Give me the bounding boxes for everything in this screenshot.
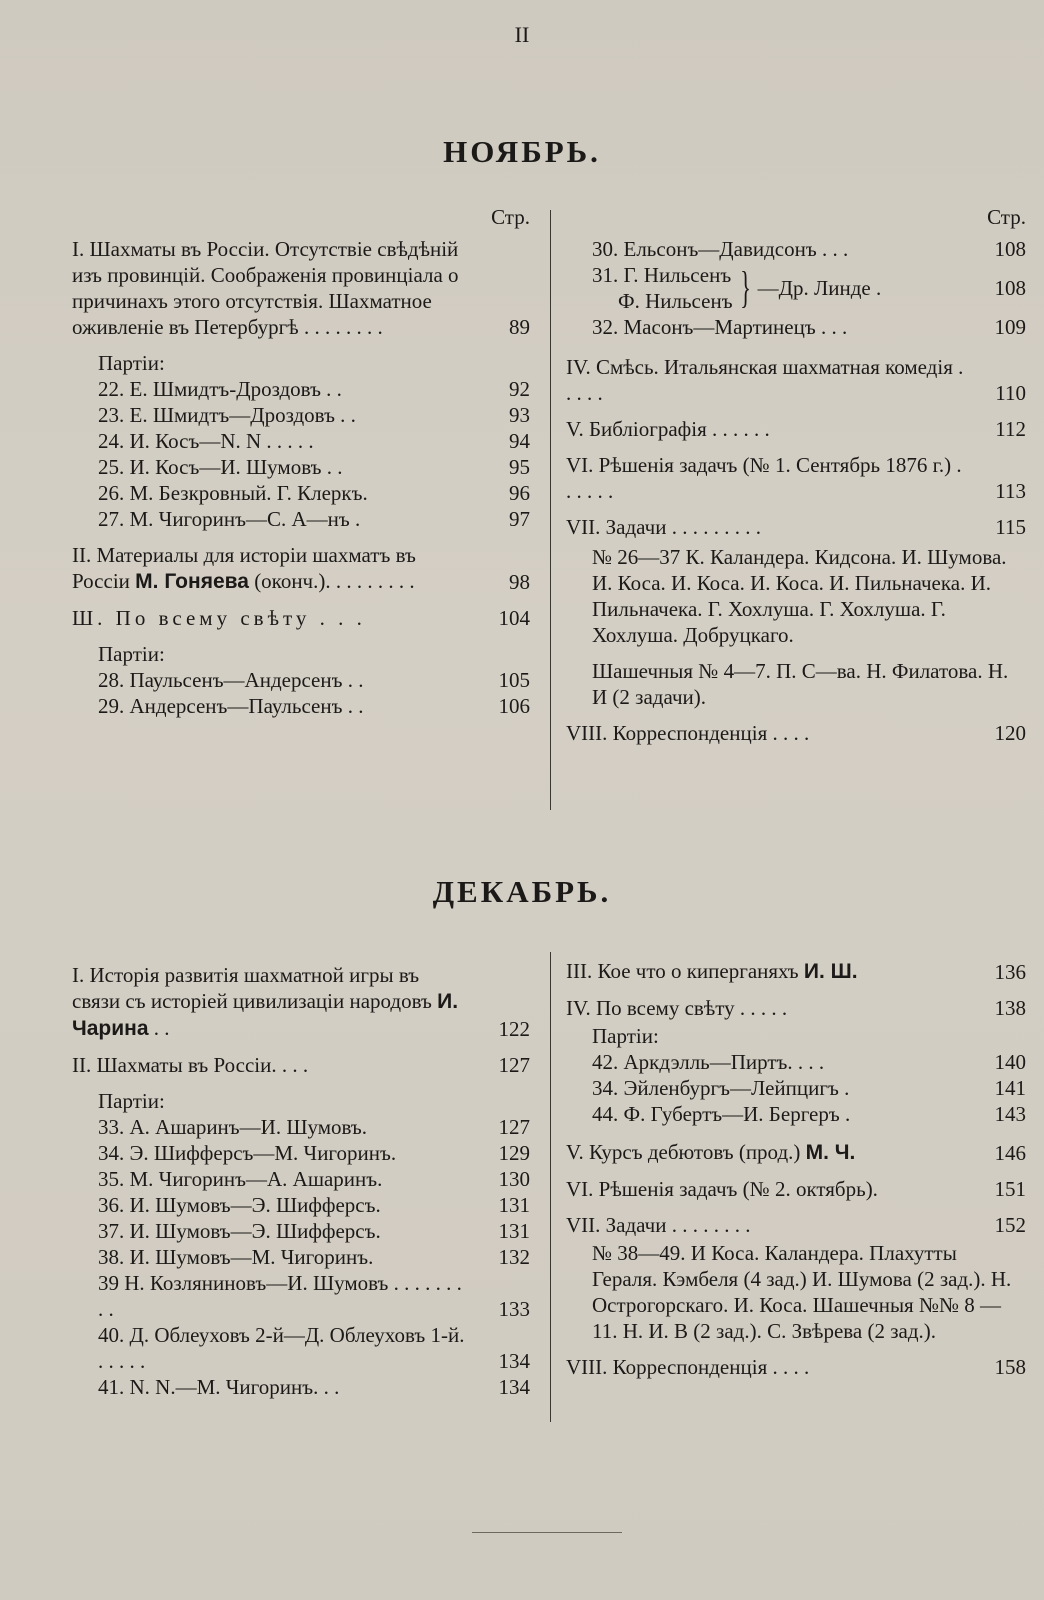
toc-entry-text: VI. Рѣшенія задачъ (№ 2. октябрь).: [566, 1177, 878, 1201]
game-entry: 40. Д. Облеуховъ 2-й—Д. Облеуховъ 1-й. . . . . . 134: [98, 1323, 530, 1373]
page-number: II: [514, 22, 530, 47]
toc-entry-page: 151: [994, 1177, 1026, 1201]
toc-entry-page: 112: [995, 417, 1026, 441]
december-right-column: [566, 958, 1026, 1390]
game-entry: 31. Г. Нильсенъ Ф. Нильсенъ } —Др. Линде . 108: [592, 263, 1026, 313]
toc-entry-page: 104: [498, 606, 530, 630]
game-entry: 39 Н. Козляниновъ—И. Шумовъ . . . . . . . . . 133: [98, 1271, 530, 1321]
month-title-november: НОЯБРЬ.: [443, 134, 601, 169]
game-entry: 24. И. Косъ—N. N . . . . . 94: [98, 429, 530, 453]
page-column-header: Стр.: [491, 205, 530, 229]
toc-entry-page: 152: [994, 1213, 1026, 1237]
month-title-december: ДЕКАБРЬ.: [432, 874, 612, 909]
toc-entry-page: 138: [994, 996, 1026, 1020]
toc-entry: [566, 416, 1026, 442]
column-divider: [550, 952, 551, 1422]
author-name: И. Чарина: [72, 990, 459, 1040]
toc-entry-page: 110: [995, 381, 1026, 405]
toc-entry: V. Курсъ дебютовъ (прод.) М. Ч. 146: [566, 1140, 1026, 1165]
game-entry: 30. Ельсонъ—Давидсонъ . . . 108: [592, 237, 1026, 261]
game-entry: 27. М. Чигоринъ—С. А—нъ . 97: [98, 507, 530, 531]
partii-label: Партіи:: [98, 642, 165, 666]
toc-entry: [72, 236, 530, 340]
toc-entry-page: 98: [509, 570, 530, 594]
partii-label: Партіи:: [98, 1089, 165, 1113]
game-entry: 26. М. Безкровный. Г. Клеркъ. 96: [98, 481, 530, 505]
problems-list: Шашечныя № 4—7. П. С—ва. Н. Филатова. Н. И (2 задачи).: [592, 659, 1009, 709]
page-column-header: Стр.: [987, 205, 1026, 229]
toc-entry: [566, 1176, 1026, 1202]
toc-entry: [566, 1354, 1026, 1380]
bottom-rule: [472, 1532, 622, 1533]
problems-list: № 38—49. И Коса. Каландера. Плахутты Гераля. Кэмбеля (4 зад.) И. Шумова (2 зад.). Н. Острогорскаго. И. Коса. Шашечныя №№ 8 — 11. Н. И. В (2 зад.). С. Звѣрева (2 зад.).: [592, 1241, 1012, 1343]
toc-entry-text: VI. Рѣшенія задачъ (№ 1. Сентябрь 1876 г.) . . . . . .: [566, 453, 962, 503]
game-entry: 44. Ф. Губертъ—И. Бергеръ . 143: [592, 1102, 1026, 1126]
game-entry: 28. Паульсенъ—Андерсенъ . . 105: [98, 668, 530, 692]
toc-entry-page: 120: [994, 721, 1026, 745]
toc-entry: II. Материалы для исторіи шахматъ въ Россіи М. Гоняева (оконч.). . . . . . . . . 98: [72, 543, 530, 594]
toc-entry-text: IV. По всему свѣту . . . . .: [566, 996, 788, 1020]
game-entry: 34. Э. Шифферсъ—М. Чигоринъ. 129: [98, 1141, 530, 1165]
toc-entry: [566, 995, 1026, 1021]
partii-label: Партіи:: [592, 1024, 659, 1048]
toc-entry-text: V. Библіографія . . . . . .: [566, 417, 770, 441]
toc-entry-text: I. Шахматы въ Россіи. Отсутствіе свѣдѣній изъ провинцій. Соображенія провинціала о причинахъ этого отсутствія. Шахматное оживленіе въ Петербургѣ . . . . . . . .: [72, 237, 459, 339]
toc-entry-text: VIII. Корреспонденція . . . .: [566, 721, 810, 745]
game-entry: 42. Аркдэлль—Пиртъ. . . . 140: [592, 1050, 1026, 1074]
toc-entry-page: 136: [994, 960, 1026, 984]
toc-entry: [566, 452, 1026, 504]
problems-list: № 26—37 К. Каландера. Кидсона. И. Шумова. И. Коса. И. Коса. И. Коса. И. Пильначека. И. Пильначека. Г. Хохлуша. Г. Хохлуша. Г. Хохлуша. Добруцкаго.: [592, 545, 1007, 647]
toc-entry-page: 89: [509, 315, 530, 339]
author-name: И. Ш.: [803, 960, 858, 983]
game-entry: 33. А. Ашаринъ—И. Шумовъ. 127: [98, 1115, 530, 1139]
toc-entry: [72, 1052, 530, 1078]
toc-entry-text: Ш. По всему свѣту . . .: [72, 606, 366, 630]
toc-entry: [566, 720, 1026, 746]
toc-entry-page: 122: [498, 1017, 530, 1041]
toc-entry: I. Исторія развитія шахматной игры въ связи съ исторіей цивилизаціи народовъ И. Чарина . . 122: [72, 963, 530, 1041]
toc-entry: [566, 1212, 1026, 1238]
game-entry: 25. И. Косъ—И. Шумовъ . . 95: [98, 455, 530, 479]
toc-entry-text: IV. Смѣсь. Итальянская шахматная комедія . . . . .: [566, 355, 964, 405]
toc-entry-text: II. Шахматы въ Россіи. . . .: [72, 1053, 309, 1077]
game-entry: 37. И. Шумовъ—Э. Шифферсъ. 131: [98, 1219, 530, 1243]
toc-entry-text: VII. Задачи . . . . . . . . .: [566, 515, 761, 539]
november-right-column: [566, 204, 1026, 756]
brace-icon: }: [739, 263, 751, 312]
toc-entry-text: VIII. Корреспонденція . . . .: [566, 1355, 810, 1379]
toc-entry-page: 115: [995, 515, 1026, 539]
toc-entry: [566, 514, 1026, 540]
game-entry: 35. М. Чигоринъ—А. Ашаринъ. 130: [98, 1167, 530, 1191]
toc-entry: [72, 605, 530, 631]
author-name: М. Гоняева: [135, 570, 249, 593]
december-left-column: [72, 962, 530, 1400]
toc-entry: [566, 354, 1026, 406]
column-divider: [550, 210, 551, 810]
toc-entry-page: 146: [994, 1141, 1026, 1165]
game-entry: 38. И. Шумовъ—М. Чигоринъ. 132: [98, 1245, 530, 1269]
toc-entry-page: 113: [995, 479, 1026, 503]
november-left-column: [72, 204, 530, 719]
toc-entry-page: 158: [994, 1355, 1026, 1379]
game-entry: 23. Е. Шмидтъ—Дроздовъ . . 93: [98, 403, 530, 427]
game-entry: 29. Андерсенъ—Паульсенъ . . 106: [98, 694, 530, 718]
game-entry: 32. Масонъ—Мартинецъ . . . 109: [592, 315, 1026, 339]
game-entry: 34. Эйленбургъ—Лейпцигъ . 141: [592, 1076, 1026, 1100]
author-name: М. Ч.: [805, 1141, 856, 1164]
game-entry: 41. N. N.—М. Чигоринъ. . . 134: [98, 1375, 530, 1399]
toc-entry-page: 127: [498, 1053, 530, 1077]
game-entry: 36. И. Шумовъ—Э. Шифферсъ. 131: [98, 1193, 530, 1217]
game-entry: 22. Е. Шмидтъ-Дроздовъ . . 92: [98, 377, 530, 401]
toc-entry-text: VII. Задачи . . . . . . . .: [566, 1213, 751, 1237]
partii-label: Партіи:: [98, 351, 165, 375]
toc-entry: III. Кое что о киперганяхъ И. Ш. 136: [566, 959, 1026, 984]
